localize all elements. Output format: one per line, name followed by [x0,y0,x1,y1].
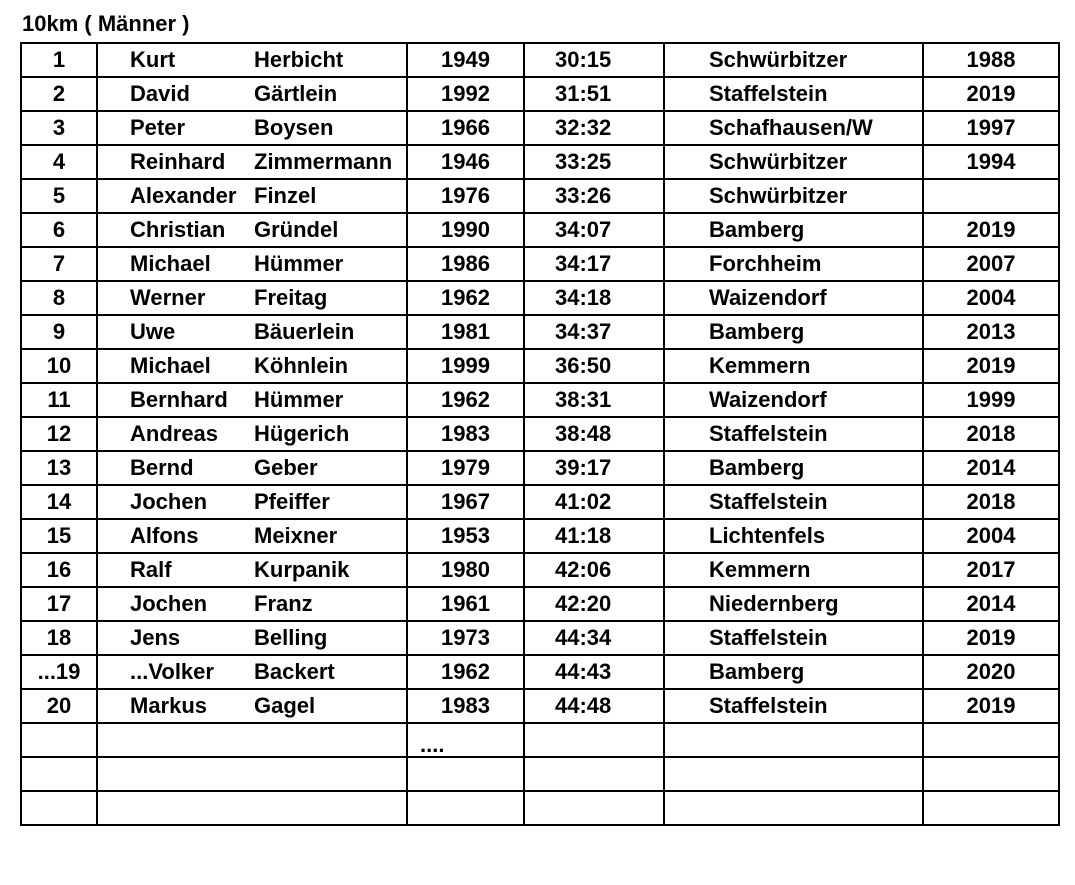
rank-cell: 8 [21,281,97,315]
time-cell: 44:34 [524,621,664,655]
time-cell: 44:43 [524,655,664,689]
birth-year-cell: 1967 [407,485,524,519]
rank-cell: 11 [21,383,97,417]
name-cell [97,179,407,213]
table-row [21,315,1059,349]
time-cell: 42:06 [524,553,664,587]
last-name: Hügerich [254,421,350,446]
club-cell: Bamberg [664,213,923,247]
rank-cell: 12 [21,417,97,451]
race-year-cell: 2004 [923,519,1059,553]
page-title: 10km ( Männer ) [22,11,190,36]
time-cell: 31:51 [524,77,664,111]
first-name: Bernhard [130,387,228,412]
time-cell: 39:17 [524,451,664,485]
name-cell [97,417,407,451]
last-name: Freitag [254,285,328,310]
birth-year-cell: 1976 [407,179,524,213]
last-name: Finzel [254,183,317,208]
race-year-cell: 2019 [923,213,1059,247]
name-cell [97,77,407,111]
first-name: Reinhard [130,149,226,174]
birth-year-cell: 1983 [407,417,524,451]
race-year-cell: 2018 [923,485,1059,519]
birth-year-cell: 1961 [407,587,524,621]
name-cell [97,315,407,349]
race-year-cell: 2019 [923,349,1059,383]
table-row [21,383,1059,417]
first-name: Michael [130,251,211,276]
birth-year-cell: 1999 [407,349,524,383]
last-name: Herbicht [254,47,344,72]
birth-year-cell: 1980 [407,553,524,587]
time-cell: 41:02 [524,485,664,519]
empty-cell [664,723,923,757]
rank-cell: 13 [21,451,97,485]
table-row [21,451,1059,485]
race-year-cell: 1999 [923,383,1059,417]
first-name: Bernd [130,455,194,480]
time-cell: 44:48 [524,689,664,723]
time-cell: 34:07 [524,213,664,247]
rank-cell: 14 [21,485,97,519]
birth-year-cell: 1983 [407,689,524,723]
club-cell: Niedernberg [664,587,923,621]
name-cell [97,247,407,281]
name-cell [97,485,407,519]
last-name: Meixner [254,523,338,548]
club-cell: Schwürbitzer [664,43,923,77]
rank-cell: 5 [21,179,97,213]
birth-year-cell: 1962 [407,281,524,315]
club-cell: Staffelstein [664,485,923,519]
time-cell: 34:17 [524,247,664,281]
table-row [21,43,1059,77]
name-cell [97,587,407,621]
table-row [21,179,1059,213]
name-cell [97,349,407,383]
rank-cell: 17 [21,587,97,621]
last-name: Gärtlein [254,81,338,106]
club-cell: Bamberg [664,315,923,349]
table-row [21,621,1059,655]
table-row [21,519,1059,553]
last-name: Kurpanik [254,557,350,582]
empty-cell [407,791,524,825]
table-row [21,587,1059,621]
table-row [21,247,1059,281]
table-row [21,111,1059,145]
ranking-table [20,42,1060,826]
rank-cell: 7 [21,247,97,281]
rank-cell: 6 [21,213,97,247]
birth-year-cell: 1962 [407,655,524,689]
table-row [21,689,1059,723]
empty-cell [21,791,97,825]
empty-cell [407,757,524,791]
first-name: Kurt [130,47,176,72]
first-name: David [130,81,190,106]
name-cell [97,213,407,247]
name-cell [97,655,407,689]
rank-cell: 9 [21,315,97,349]
race-year-cell: 2018 [923,417,1059,451]
last-name: Backert [254,659,335,684]
name-cell [97,621,407,655]
rank-cell: 16 [21,553,97,587]
rank-cell: 1 [21,43,97,77]
first-name: Jochen [130,591,208,616]
empty-cell [524,723,664,757]
last-name: Bäuerlein [254,319,355,344]
club-cell: Forchheim [664,247,923,281]
table-row [21,77,1059,111]
birth-year-cell: 1946 [407,145,524,179]
empty-cell [524,791,664,825]
club-cell: Staffelstein [664,689,923,723]
first-name: Alfons [130,523,199,548]
first-name: Ralf [130,557,172,582]
first-name: Jens [130,625,181,650]
name-cell [97,281,407,315]
birth-year-cell: 1966 [407,111,524,145]
time-cell: 41:18 [524,519,664,553]
table-row [21,145,1059,179]
first-name: Andreas [130,421,219,446]
empty-cell [524,757,664,791]
empty-cell [97,723,407,757]
club-cell: Schwürbitzer [664,145,923,179]
race-year-cell: 2019 [923,621,1059,655]
last-name: Boysen [254,115,334,140]
rank-cell: 20 [21,689,97,723]
first-name: Michael [130,353,211,378]
table-row [21,213,1059,247]
club-cell: Kemmern [664,349,923,383]
birth-year-cell: 1973 [407,621,524,655]
race-year-cell: 2019 [923,77,1059,111]
rank-cell: 18 [21,621,97,655]
club-cell: Staffelstein [664,77,923,111]
rank-cell: 4 [21,145,97,179]
club-cell: Schafhausen/W [664,111,923,145]
empty-row [21,791,1059,825]
first-name: Peter [130,115,186,140]
last-name: Gagel [254,693,316,718]
time-cell: 42:20 [524,587,664,621]
empty-cell [664,791,923,825]
club-cell: Kemmern [664,553,923,587]
birth-year-cell: 1986 [407,247,524,281]
birth-year-cell: 1953 [407,519,524,553]
table-row [21,349,1059,383]
race-year-cell: 2013 [923,315,1059,349]
time-cell: 34:18 [524,281,664,315]
continuation-dots: .... [407,723,524,757]
name-cell [97,519,407,553]
empty-cell [97,791,407,825]
birth-year-cell: 1981 [407,315,524,349]
last-name: Geber [254,455,318,480]
first-name: Markus [130,693,208,718]
race-year-cell: 2019 [923,689,1059,723]
race-year-cell: 1988 [923,43,1059,77]
first-name: Werner [130,285,206,310]
rank-cell: 3 [21,111,97,145]
time-cell: 33:26 [524,179,664,213]
birth-year-cell: 1992 [407,77,524,111]
name-cell [97,553,407,587]
table-row [21,281,1059,315]
last-name: Gründel [254,217,339,242]
first-name: ...Volker [130,659,214,684]
club-cell: Bamberg [664,655,923,689]
last-name: Hümmer [254,251,344,276]
empty-cell [97,757,407,791]
time-cell: 33:25 [524,145,664,179]
last-name: Belling [254,625,328,650]
name-cell [97,689,407,723]
rank-cell: 15 [21,519,97,553]
time-cell: 34:37 [524,315,664,349]
rank-cell: 2 [21,77,97,111]
club-cell: Waizendorf [664,383,923,417]
table-body [21,43,1059,825]
table-row [21,553,1059,587]
time-cell: 36:50 [524,349,664,383]
birth-year-cell: 1990 [407,213,524,247]
rank-cell: ...19 [21,655,97,689]
club-cell: Waizendorf [664,281,923,315]
empty-row [21,757,1059,791]
empty-cell [923,757,1059,791]
race-year-cell: 1997 [923,111,1059,145]
last-name: Zimmermann [254,149,393,174]
last-name: Franz [254,591,313,616]
table-row [21,485,1059,519]
first-name: Alexander [130,183,237,208]
race-year-cell: 1994 [923,145,1059,179]
race-year-cell: 2004 [923,281,1059,315]
empty-cell [21,757,97,791]
table-row [21,655,1059,689]
race-year-cell: 2014 [923,451,1059,485]
empty-cell [923,723,1059,757]
name-cell [97,43,407,77]
last-name: Köhnlein [254,353,349,378]
birth-year-cell: 1949 [407,43,524,77]
club-cell: Lichtenfels [664,519,923,553]
first-name: Uwe [130,319,176,344]
time-cell: 38:48 [524,417,664,451]
empty-cell [923,791,1059,825]
birth-year-cell: 1979 [407,451,524,485]
last-name: Pfeiffer [254,489,330,514]
club-cell: Bamberg [664,451,923,485]
last-name: Hümmer [254,387,344,412]
rank-cell: 10 [21,349,97,383]
first-name: Jochen [130,489,208,514]
first-name: Christian [130,217,226,242]
club-cell: Schwürbitzer [664,179,923,213]
race-year-cell: 2020 [923,655,1059,689]
empty-cell [664,757,923,791]
table-row [21,417,1059,451]
time-cell: 38:31 [524,383,664,417]
empty-cell [21,723,97,757]
name-cell [97,111,407,145]
name-cell [97,383,407,417]
race-year-cell: 2014 [923,587,1059,621]
time-cell: 30:15 [524,43,664,77]
birth-year-cell: 1962 [407,383,524,417]
race-year-cell: 2017 [923,553,1059,587]
name-cell [97,451,407,485]
club-cell: Staffelstein [664,417,923,451]
race-year-cell [923,179,1059,213]
club-cell: Staffelstein [664,621,923,655]
name-cell [97,145,407,179]
time-cell: 32:32 [524,111,664,145]
empty-row [21,723,1059,757]
race-year-cell: 2007 [923,247,1059,281]
